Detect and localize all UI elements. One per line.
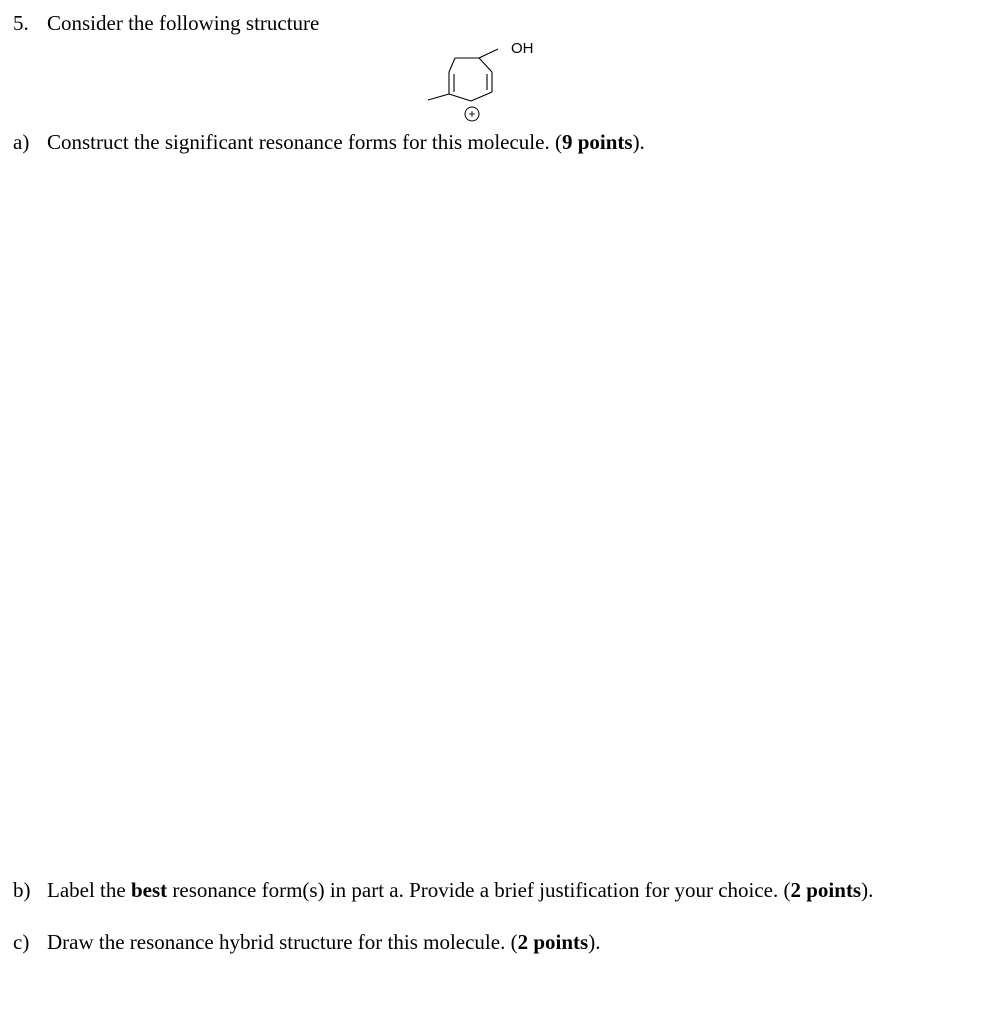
part-b-end: ). — [861, 878, 874, 902]
part-c — [13, 929, 600, 955]
bond-top-left — [449, 58, 455, 72]
part-a-label: a) — [13, 130, 30, 154]
question-header — [13, 10, 319, 36]
part-a-text: Construct the significant resonance forms for this molecule. ( — [47, 130, 562, 154]
part-a — [13, 129, 645, 155]
part-a-points: 9 points — [561, 130, 633, 154]
question-number: 5. — [13, 11, 29, 35]
bond-bottom-left — [449, 94, 471, 101]
bond-bottom-right — [471, 92, 492, 101]
part-c-text: Draw the resonance hybrid structure for this molecule. ( — [47, 930, 518, 954]
part-b-points: 2 points — [790, 878, 862, 902]
part-b — [13, 877, 873, 903]
part-a-end: ). — [632, 130, 645, 154]
bond-ch2-oh — [479, 49, 498, 58]
methyl-bond — [428, 94, 449, 100]
part-c-points: 2 points — [517, 930, 589, 954]
part-b-label: b) — [13, 878, 31, 902]
bond-top-right — [479, 58, 492, 72]
question-prompt: Consider the following structure — [47, 11, 320, 35]
part-c-label: c) — [13, 930, 30, 954]
part-b-text-2: resonance form(s) in part a. Provide a brief justification for your choice. ( — [167, 878, 791, 902]
positive-charge-icon: + — [468, 107, 476, 121]
part-c-end: ). — [588, 930, 601, 954]
oh-label: OH — [511, 40, 534, 57]
part-b-emphasis: best — [130, 878, 168, 902]
ring-bonds — [428, 49, 498, 101]
part-b-text-1: Label the — [47, 878, 131, 902]
molecule-structure — [420, 34, 560, 130]
